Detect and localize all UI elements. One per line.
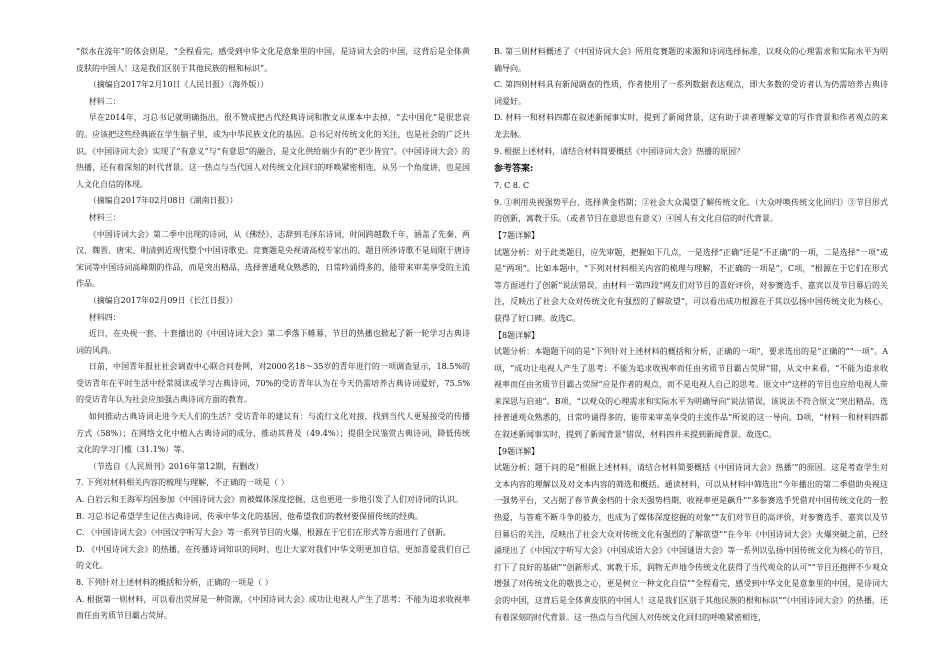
paragraph: 7. C 8. C	[494, 181, 530, 191]
paragraph: 材料二：	[88, 96, 121, 106]
paragraph: （摘编自2017年02月08日《湖南日报》）	[88, 196, 238, 206]
paragraph: 9. ①利用央视强势平台，选择黄金档期；②社会大众渴望了解传统文化。（大众呼唤传统文化回归）③节目形式的创新，寓教于乐。（或者节目在意思也有意义）④国人有文化自信的时代背景。	[494, 197, 888, 224]
paragraph: A. 根据第一则材料，可以看出荧屏是一种资源，《中国诗词大会》成功让电视人产生了思考：不能为追求收视率而任由劣质节目霸占荧屏。	[76, 594, 470, 621]
left-column	[76, 44, 470, 625]
right-column	[494, 44, 888, 626]
paragraph: “似水在流年”的体会则是，“全程看完，感受到中华文化是意象里的中国，是诗词大会的中国，这背后是全体黄皮肤的中国人！这是我们区别于其他民族的根和标识”。	[76, 47, 470, 73]
paragraph: 早在2014年，习总书记就明确指出，很不赞成把古代经典诗词和散文从课本中去掉，“去中国化”是很悲哀的。应该把这些经典嵌在学生脑子里，成为中华民族文化的基因。总书记对传统文化的关注，也是社会的广泛共识。《中国诗词大会》实现了“有意义”与“有意思”的融合，是文化供给端少有的“老少皆宜”。《中国诗词大会》的热播，还有着深刻的时代背景。这一热点与当代国人对传统文化回归的呼唤紧密相连，从另一个角度讲，也是国人文化自信的体现。	[76, 113, 470, 189]
paragraph: 如何推动古典诗词走进今天人们的生活？受访青年的建议有：与流行文化对接，找到当代人更易接受的传播方式（58%）；在网络文化中植入古典诗词的成分，推动其普及（49.4%）；提倡全民鉴赏古典诗词，降低传统文化的学习门槛（31.1%）等。	[76, 412, 470, 455]
paragraph: 参考答案:	[494, 164, 534, 175]
paragraph: （摘编自2017年2月10日《人民日报》（海外版））	[88, 80, 269, 90]
paragraph: 《中国诗词大会》第二季中出现的诗词，从《佛经》、志辞到毛泽东诗词，时间跨越数千年，涵盖了先秦、两汉、魏晋、唐宋、明清到近现代整个中国诗歌史。竞赛题是央视请高校专家出的，题目所涉诗歌不是局限于唐诗宋词等中国诗词高峰期的作品，而是突出精品，选择普通观众熟悉的，日常吟诵得多的，能带来审美享受的主流作品。	[76, 229, 470, 289]
paragraph: C. 第四则材料具有新闻调查的性质，作者使用了一系列数据表达观点，即大多数的受访者认为仍需培养古典诗词爱好。	[494, 80, 888, 106]
paragraph: 材料四：	[88, 312, 121, 322]
paragraph: B. 第三则材料概述了《中国诗词大会》所用竞赛题的来源和诗词选择标准，以观众的心理需求和实际水平为明确导向。	[494, 47, 888, 73]
paragraph: D. 《中国诗词大会》的热播，在传播诗词知识的同时，也让大家对我们中华文明更加自信，更加喜爱我们自己的文化。	[76, 544, 470, 571]
paragraph: A. 白岩云和王海军均因参加《中国诗词大会》而被媒体深度挖掘，这也更进一步地引发了人们对诗词的认识。	[76, 495, 463, 505]
paragraph: 【9题详解】	[494, 446, 540, 456]
paragraph: 试题分析：题干问的是“根据上述材料，请结合材料简要概括《中国诗词大会》热播’”的原因。这是考查学生对文本内容的理解以及对文本内容的筛选和概括。通读材料，可以从材料中筛选出“今年播出的第二季借助央视这一强势平台，又占据了春节黄金档的十余天强势档期，收视率更是飙升”“多参赛选手凭借对中国传统文化的一腔热爱，与答难不断斗争的毅力，也成为了媒体深度挖掘的对象”“友们对节目的高评价，对参赛选手、嘉宾以及节目幕后的关注，反映出了社会大众对传统文化有强烈的了解欲望”“在今年《中国诗词大会》火爆突破之前，已经涌现出了《中国汉字听写大会》《中国成语大会》《中国谜语大会》等一系列以弘扬中国传统文化为核心的节目，打下了良好的基础”“创新形式、寓教于乐，润物无声地令传统文化获得了当代观众的认可”“节目还抱押不少观众增强了对传统文化的敬畏之心，更是树立一种文化自信”“全程看完，感受到中华文化是意象里的中国，是诗词大会的中国，这背后是全体黄皮肤的中国人！这是我们区别于其他民族的根和标识”“《中国诗词大会》的热播，还有着深刻的时代背景。这一热点与当代国人对传统文化回归的呼唤紧密相连，	[494, 463, 888, 622]
paragraph: 试题分析：对于此类题目，应先审题，把握如下几点，一是选择“正确”还是“不正确”的一项，二是选择“一项”或是“两项”。比如本题中，“下列对材料相关内容的梳理与理解，不正确的一项是”，C项，“根源在于它们在形式等方面进行了创新”说法错误，由材料一第四段“网友们对节目的喜好评价，对参赛选手、嘉宾以及节目幕后的关注，反映出了社会大众对传统文化有强烈的了解欲望”，可以看出成功根源在于其以弘扬中国传统文化为核心，获得了好口碑。故选C。	[494, 247, 888, 323]
paragraph: （节选自《人民周刊》2016年第12期，有删改）	[88, 461, 264, 471]
paragraph: 近日，在央视一套、十套播出的《中国诗词大会》第二季落下帷幕，节目的热播也掀起了新一轮学习古典诗词的风尚。	[76, 329, 470, 355]
paragraph: 7. 下列对材料相关内容的梳理与理解，不正确的一项是（ ）	[76, 478, 289, 488]
paragraph: 材料三：	[88, 212, 121, 222]
paragraph: C. 《中国诗词大会》《中国汉字听写大会》等一系列节目的火爆，根源在于它们在形式等方面进行了创新。	[76, 528, 451, 538]
paragraph: D. 材料一和材料四都在叙述新闻事实时，提到了新闻背景，这有助于读者理解文章的写作背景和作者观点的来龙去脉。	[494, 113, 888, 139]
paragraph: （摘编自2017年02月09日《长江日报》）	[88, 295, 238, 305]
paragraph: 【7题详解】	[494, 230, 540, 240]
paragraph: 9. 根据上述材料，请结合材料简要概括《中国诗词大会》热播的原因？	[494, 146, 745, 156]
paragraph: 8. 下列针对上述材料的概括和分析，正确的一项是（ ）	[76, 578, 273, 587]
paragraph: 【8题详解】	[494, 330, 540, 340]
paragraph: 日前，中国青年报社社会调查中心联合问卷网，对2000名18～35岁的青年进行的一项调查显示，18.5%的受访青年在平时生活中经常阅读或学习古典诗词，70%的受访青年认为在今天仍需培养古典诗词爱好，75.5%的受访青年认为社会应加强古典诗词方面的教育。	[76, 362, 470, 405]
paragraph: 试题分析：本题题干问的是“下列针对上述材料的概括和分析，正确的一项”，要求选出的是“正确的”“一项”。A项，“成功让电视人产生了思考：不能为追求收视率而任由劣质节目霸占荧屏”错，从文中来看，“不能为追求收视率而任由劣质节目霸占荧屏”应是作者的观点，而不是电视人自己的思考。原文中“这样的节目也应给电视人带来深思与启迪”。B项，“以观众的心理需求和实际水平为明确导向”说法错误，该说法不符合原文“突出精品，选择普通观众熟悉的，日常吟诵得多的，能带来审美享受的主流作品”所说的这一导向。D项，“材料一和材料四都在叙述新闻事实时，提到了新闻背景”错误，材料四并未提到新闻背景。故选C。	[494, 347, 888, 440]
paragraph: B. 习总书记希望学生记住古典诗词，传承中华文化的基因，他希望我们的教材要保留传统的经典。	[76, 511, 423, 521]
